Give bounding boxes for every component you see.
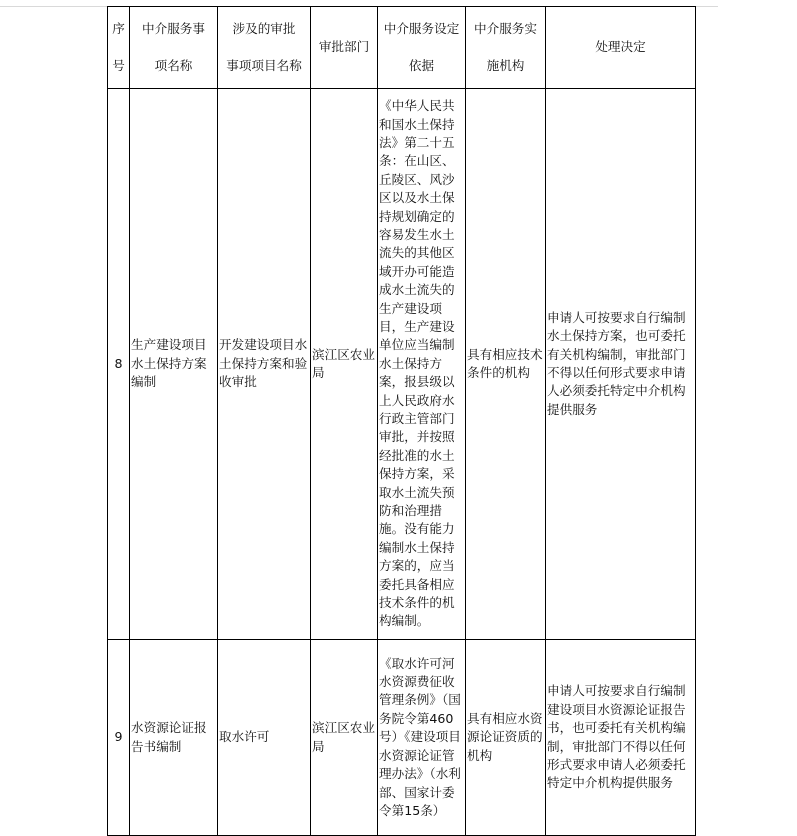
institution-cell: 具有相应技术条件的机构 [466, 89, 546, 640]
header-approval-item-line1: 涉及的审批 [232, 21, 296, 37]
department-cell: 滨江区农业局 [311, 640, 378, 836]
table-row [108, 640, 696, 836]
table-row [108, 89, 696, 640]
decision-cell: 申请人可按要求自行编制建设项目水资源论证报告书，也可委托有关机构编制，审批部门不得以任何形式要求申请人必须委托特定中介机构提供服务 [546, 640, 696, 836]
header-gap [467, 39, 544, 57]
header-decision [546, 7, 696, 89]
service-name-cell: 生产建设项目水土保持方案编制 [130, 89, 218, 640]
basis-cell: 《取水许可河水资源费征收管理条例》（国务院令第460号）《建设项目水资源论证管理办法》（水利部、国家计委令第15条） [378, 640, 466, 836]
row-number: 8 [108, 89, 130, 640]
header-service-name-line2: 项名称 [154, 57, 193, 73]
basis-cell: 《中华人民共和国水土保持法》第二十五条：在山区、丘陵区、风沙区以及水土保持规划确定的容易发生水土流失的其他区域开办可能造成水土流失的生产建设项目，生产建设单位应当编制水土保持方案，报县级以上人民政府水行政主管部门审批，并按照经批准的水土保持方案，采取水土流失预防和治理措施。没有能力编制水土保持方案的，应当委托具备相应技术条件的机构编制。 [378, 89, 466, 640]
header-row [108, 7, 696, 89]
header-gap [379, 39, 464, 57]
approval-item-cell: 开发建设项目水土保持方案和验收审批 [218, 89, 311, 640]
header-gap [131, 39, 216, 57]
header-gap [109, 39, 128, 57]
header-institution-line2: 施机构 [486, 57, 525, 73]
department-cell: 滨江区农业局 [311, 89, 378, 640]
header-no-line1: 序 [112, 21, 125, 37]
institution-cell: 具有相应水资源论证资质的机构 [466, 640, 546, 836]
header-approval-item-line2: 事项项目名称 [226, 57, 302, 73]
decision-cell: 申请人可按要求自行编制水土保持方案，也可委托有关机构编制，审批部门不得以任何形式要求申请人必须委托特定中介机构提供服务 [546, 89, 696, 640]
header-institution [466, 7, 546, 89]
service-name-cell: 水资源论证报告书编制 [130, 640, 218, 836]
header-service-name [130, 7, 218, 89]
header-no-line2: 号 [112, 57, 125, 73]
header-no [108, 7, 130, 89]
intermediary-service-table [107, 6, 696, 836]
header-institution-line1: 中介服务实 [474, 21, 537, 37]
header-basis-line2: 依据 [408, 57, 435, 73]
header-decision-line1: 处理决定 [595, 39, 646, 55]
header-basis-line1: 中介服务设定 [383, 21, 460, 37]
header-department [311, 7, 378, 89]
approval-item-cell: 取水许可 [218, 640, 311, 836]
header-service-name-line1: 中介服务事 [142, 21, 205, 37]
header-basis [378, 7, 466, 89]
header-gap [219, 39, 309, 57]
header-department-line1: 审批部门 [318, 39, 370, 55]
row-number: 9 [108, 640, 130, 836]
header-approval-item [218, 7, 311, 89]
